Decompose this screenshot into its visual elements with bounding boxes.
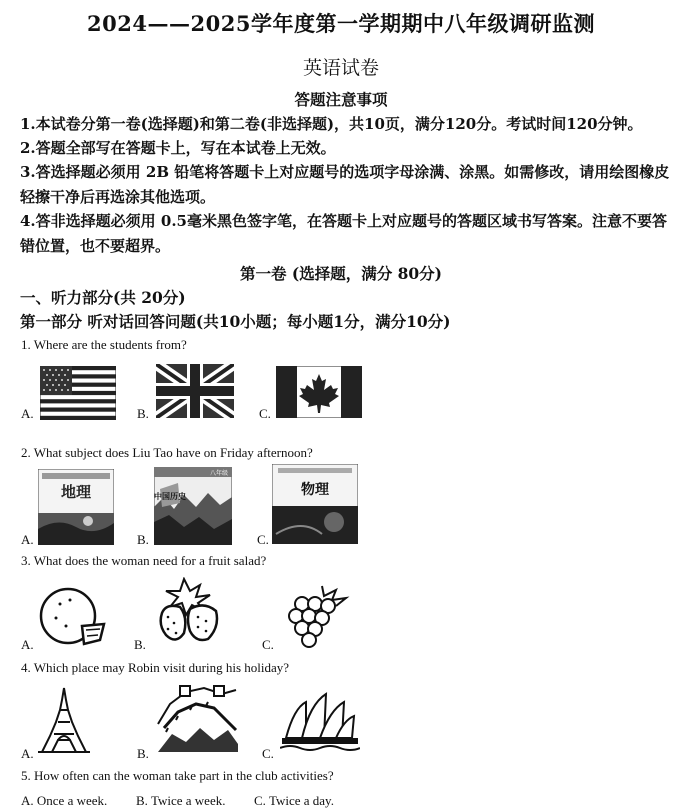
question-4: 4. Which place may Robin visit during his holiday? xyxy=(21,660,290,675)
great-wall-icon[interactable] xyxy=(156,684,238,759)
q4-option-a-letter[interactable]: A. xyxy=(21,746,34,761)
question-5: 5. How often can the woman take part in the club activities? xyxy=(21,768,334,783)
q4-option-c-letter[interactable]: C. xyxy=(262,746,274,761)
subsection-title: 第一部分 听对话回答问题(共10小题；每小题1分，满分10分) xyxy=(20,312,451,331)
q5-option-c-letter: C. xyxy=(254,793,266,808)
physics-book-title: 物理 xyxy=(301,482,329,498)
question-2: 2. What subject does Liu Tao have on Friday afternoon? xyxy=(21,445,313,460)
rule-3: 3.答选择题必须用 2B 铅笔将答题卡上对应题号的选项字母涂满、涂黑。如需修改，请用绘图橡皮轻擦干净后再选涂其他选项。 xyxy=(20,163,670,206)
usa-flag-icon[interactable] xyxy=(40,366,116,425)
exam-subtitle: 英语试卷 xyxy=(302,57,379,79)
q3-option-a-letter[interactable]: A. xyxy=(21,637,34,652)
history-book-title: 中国历史 xyxy=(154,492,186,501)
geography-book-title: 地理 xyxy=(60,483,92,501)
q5-option-a-letter: A. xyxy=(21,793,34,808)
rule-4: 4.答非选择题必须用 0.5毫米黑色签字笔，在答题卡上对应题号的答题区域书写答案。注意不要答错位置，也不要超界。 xyxy=(20,212,667,255)
notice-heading: 答题注意事项 xyxy=(294,90,388,109)
q2-option-c-letter[interactable]: C. xyxy=(257,532,269,547)
physics-book-icon[interactable] xyxy=(272,464,358,549)
q1-option-a-letter[interactable]: A. xyxy=(21,406,34,421)
sydney-opera-house-icon[interactable] xyxy=(280,688,360,757)
question-1: 1. Where are the students from? xyxy=(21,337,187,352)
eiffel-tower-icon[interactable] xyxy=(36,686,92,759)
q1-option-c-letter[interactable]: C. xyxy=(259,406,271,421)
history-book-icon[interactable] xyxy=(154,467,232,550)
canada-flag-icon[interactable] xyxy=(276,366,362,423)
rule-2: 2.答题全部写在答题卡上，写在本试卷上无效。 xyxy=(20,139,336,157)
exam-title: 2024——2025学年度第一学期期中八年级调研监测 xyxy=(87,11,595,36)
q3-option-c-letter[interactable]: C. xyxy=(262,637,274,652)
uk-flag-icon[interactable] xyxy=(156,364,234,423)
q5-option-c[interactable] xyxy=(254,793,334,809)
q4-option-b-letter[interactable]: B. xyxy=(137,746,149,761)
q3-option-b-letter[interactable]: B. xyxy=(134,637,146,652)
q1-option-b-letter[interactable]: B. xyxy=(137,406,149,421)
section-title: 一、听力部分(共 20分) xyxy=(20,288,186,307)
q5-option-b-letter: B. xyxy=(136,793,148,808)
q5-option-a-text: Once a week. xyxy=(36,793,108,808)
q5-option-b-text: Twice a week. xyxy=(150,793,226,808)
strawberry-icon[interactable] xyxy=(154,577,244,652)
question-3: 3. What does the woman need for a fruit salad? xyxy=(21,553,267,568)
q5-option-c-text: Twice a day. xyxy=(268,793,334,808)
q5-option-a[interactable] xyxy=(21,793,107,809)
q5-option-b[interactable] xyxy=(136,793,225,809)
rule-1: 1.本试卷分第一卷(选择题)和第二卷(非选择题)，共10页，满分120分。考试时间120分钟。 xyxy=(20,115,643,133)
grapes-icon[interactable] xyxy=(282,582,356,655)
part-title: 第一卷 (选择题，满分 80分) xyxy=(239,264,443,283)
geography-book-icon[interactable] xyxy=(38,469,114,550)
q2-option-b-letter[interactable]: B. xyxy=(137,532,149,547)
orange-icon[interactable] xyxy=(38,584,110,655)
history-book-grade: 八年级 xyxy=(210,470,229,477)
q2-option-a-letter[interactable]: A. xyxy=(21,532,34,547)
